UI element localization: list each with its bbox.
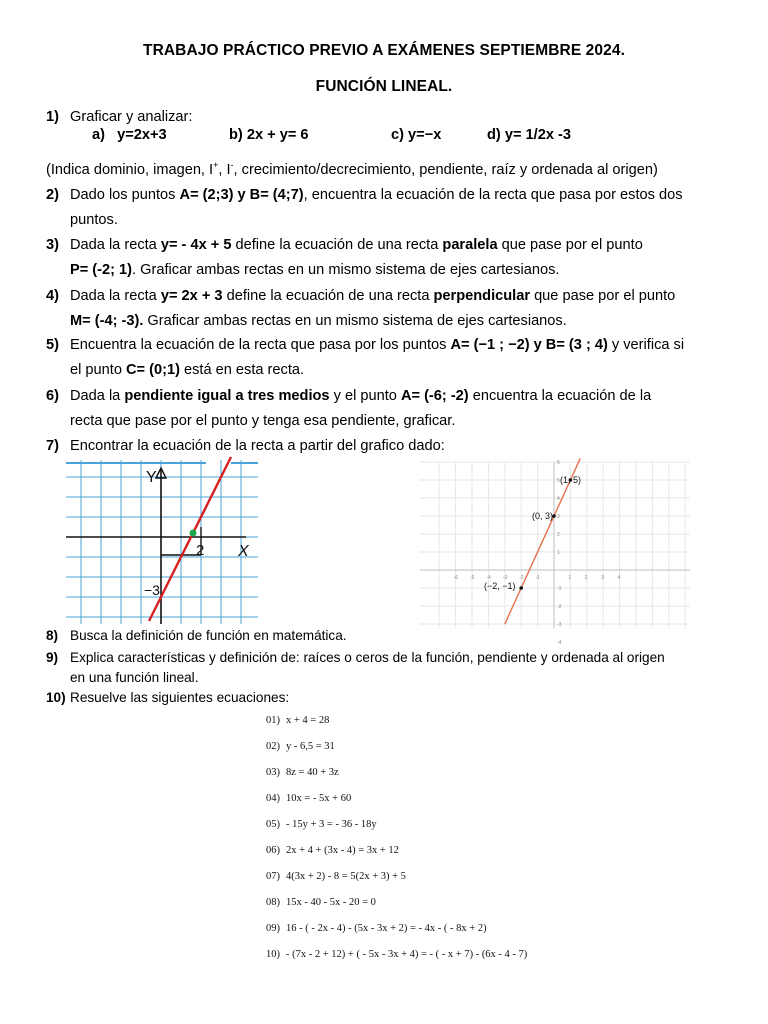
q1-item-d: d) y= 1/2x -3 <box>487 127 571 143</box>
y-axis-label: Y <box>146 469 157 486</box>
equation-text: 4(3x + 2) - 8 = 5(2x + 3) + 5 <box>286 871 406 882</box>
equation-item <box>266 897 376 908</box>
y-tick-label: -2 <box>557 604 562 610</box>
point-marker <box>519 586 523 590</box>
y-tick-label: 6 <box>557 460 560 466</box>
equation-item <box>266 923 487 934</box>
equation-number: 06) <box>266 845 280 856</box>
equation-number: 08) <box>266 897 280 908</box>
equation-number: 04) <box>266 793 280 804</box>
question-text: Graficar y analizar: <box>70 109 193 125</box>
equation-number: 02) <box>266 741 280 752</box>
x-tick-label: -3 <box>502 575 508 581</box>
y-tick-label: 2 <box>557 532 560 538</box>
q1-item-c: c) y=−x <box>391 127 442 143</box>
point-label-3: (−2, −1) <box>484 581 516 591</box>
equation-text: - (7x - 2 + 12) + ( - 5x - 3x + 4) = - ( - x + 7) - (6x - 4 - 7) <box>286 949 528 960</box>
equation-number: 07) <box>266 871 280 882</box>
equation-item <box>266 715 329 726</box>
x-tick-label: -1 <box>535 575 541 581</box>
equation-text: 2x + 4 + (3x - 4) = 3x + 12 <box>286 845 399 856</box>
x-axis-label: X <box>238 543 249 560</box>
document-title: TRABAJO PRÁCTICO PREVIO A EXÁMENES SEPTIEMBRE 2024. <box>143 42 625 59</box>
question-3: 3) Dada la recta y= - 4x + 5 define la ecuación de una recta paralela que pase por el punto P= (-2; 1). Graficar ambas rectas en un mismo sistema de ejes cartesianos. <box>46 237 643 278</box>
question-4: 4) Dada la recta y= 2x + 3 define la ecuación de una recta perpendicular que pase por el punto M= (-4; -3). Graficar ambas rectas en un mismo sistema de ejes cartesianos. <box>46 288 676 329</box>
equation-item <box>266 741 335 752</box>
x-tick-label: -5 <box>470 575 475 581</box>
equation-text: 10x = - 5x + 60 <box>286 793 352 804</box>
y-tick-label: 5 <box>557 478 560 484</box>
q1-item-b: b) 2x + y= 6 <box>229 127 309 143</box>
question-9: 9) Explica características y definición de: raíces o ceros de la función, pendiente y ordenada al origen en una función lineal. <box>46 650 665 685</box>
x-tick-label: -2 <box>519 575 524 581</box>
equation-number: 05) <box>266 819 280 830</box>
x-tick-label: 3 <box>601 575 604 581</box>
question-10: 10) Resuelve las siguientes ecuaciones: <box>46 690 290 705</box>
question-2: 2) Dado los puntos A= (2;3) y B= (4;7), encuentra la ecuación de la recta que pasa por estos dos puntos. <box>46 187 683 228</box>
equation-number: 09) <box>266 923 280 934</box>
equation-item <box>266 793 351 804</box>
y-tick-label: 3 <box>557 514 560 520</box>
equation-number: 03) <box>266 767 280 778</box>
equation-text: 16 - ( - 2x - 4) - (5x - 3x + 2) = - 4x - ( - 8x + 2) <box>286 923 487 934</box>
equation-item <box>266 845 399 856</box>
y-tick-label: −3 <box>144 582 160 598</box>
question-number: 1) <box>46 109 59 125</box>
x-tick-label: 2 <box>196 542 205 559</box>
equation-item <box>266 767 339 778</box>
y-tick-label: 1 <box>557 550 560 556</box>
y-tick-label: 4 <box>557 496 560 502</box>
point-marker <box>190 530 197 537</box>
x-tick-label: -6 <box>453 575 459 581</box>
equation-item <box>266 819 377 830</box>
q1-note: (Indica dominio, imagen, I+, I-, crecimiento/decrecimiento, pendiente, raíz y ordenada al origen) <box>46 160 658 178</box>
y-tick-label: -4 <box>557 640 562 646</box>
equation-item <box>266 949 527 960</box>
point-label-1: (1, 5) <box>560 475 582 485</box>
q1-item-a: a) y=2x+3 <box>92 127 167 143</box>
question-7: 7) Encontrar la ecuación de la recta a partir del grafico dado: <box>46 438 445 454</box>
x-tick-label: 2 <box>584 575 588 581</box>
equation-number: 01) <box>266 715 280 726</box>
question-8: 8) Busca la definición de función en matemática. <box>46 628 347 643</box>
x-tick-label: 1 <box>568 575 572 581</box>
graph-1 <box>66 460 258 624</box>
y-tick-label: -1 <box>557 586 562 592</box>
document-subtitle: FUNCIÓN LINEAL. <box>315 78 453 95</box>
question-6: 6) Dada la pendiente igual a tres medios y el punto A= (-6; -2) encuentra la ecuación de la recta que pase por el punto y tenga esa pendiente, graficar. <box>46 388 652 429</box>
equation-text: - 15y + 3 = - 36 - 18y <box>286 819 377 830</box>
x-tick-label: -4 <box>486 575 491 581</box>
y-tick-label: -3 <box>557 622 562 628</box>
question-5: 5) Encuentra la ecuación de la recta que pasa por los puntos A= (−1 ; −2) y B= (3 ; 4) y verifica si el punto C= (0;1) está en esta recta. <box>46 337 685 378</box>
equation-text: y - 6,5 = 31 <box>286 741 335 752</box>
equation-item <box>266 871 406 882</box>
graph-2 <box>420 460 690 646</box>
equation-text: 8z = 40 + 3z <box>286 767 339 778</box>
equation-text: x + 4 = 28 <box>286 715 330 726</box>
x-tick-label: 4 <box>617 575 621 581</box>
equation-number: 10) <box>266 949 280 960</box>
equation-text: 15x - 40 - 5x - 20 = 0 <box>286 897 376 908</box>
point-label-2: (0, 3) <box>532 511 554 521</box>
